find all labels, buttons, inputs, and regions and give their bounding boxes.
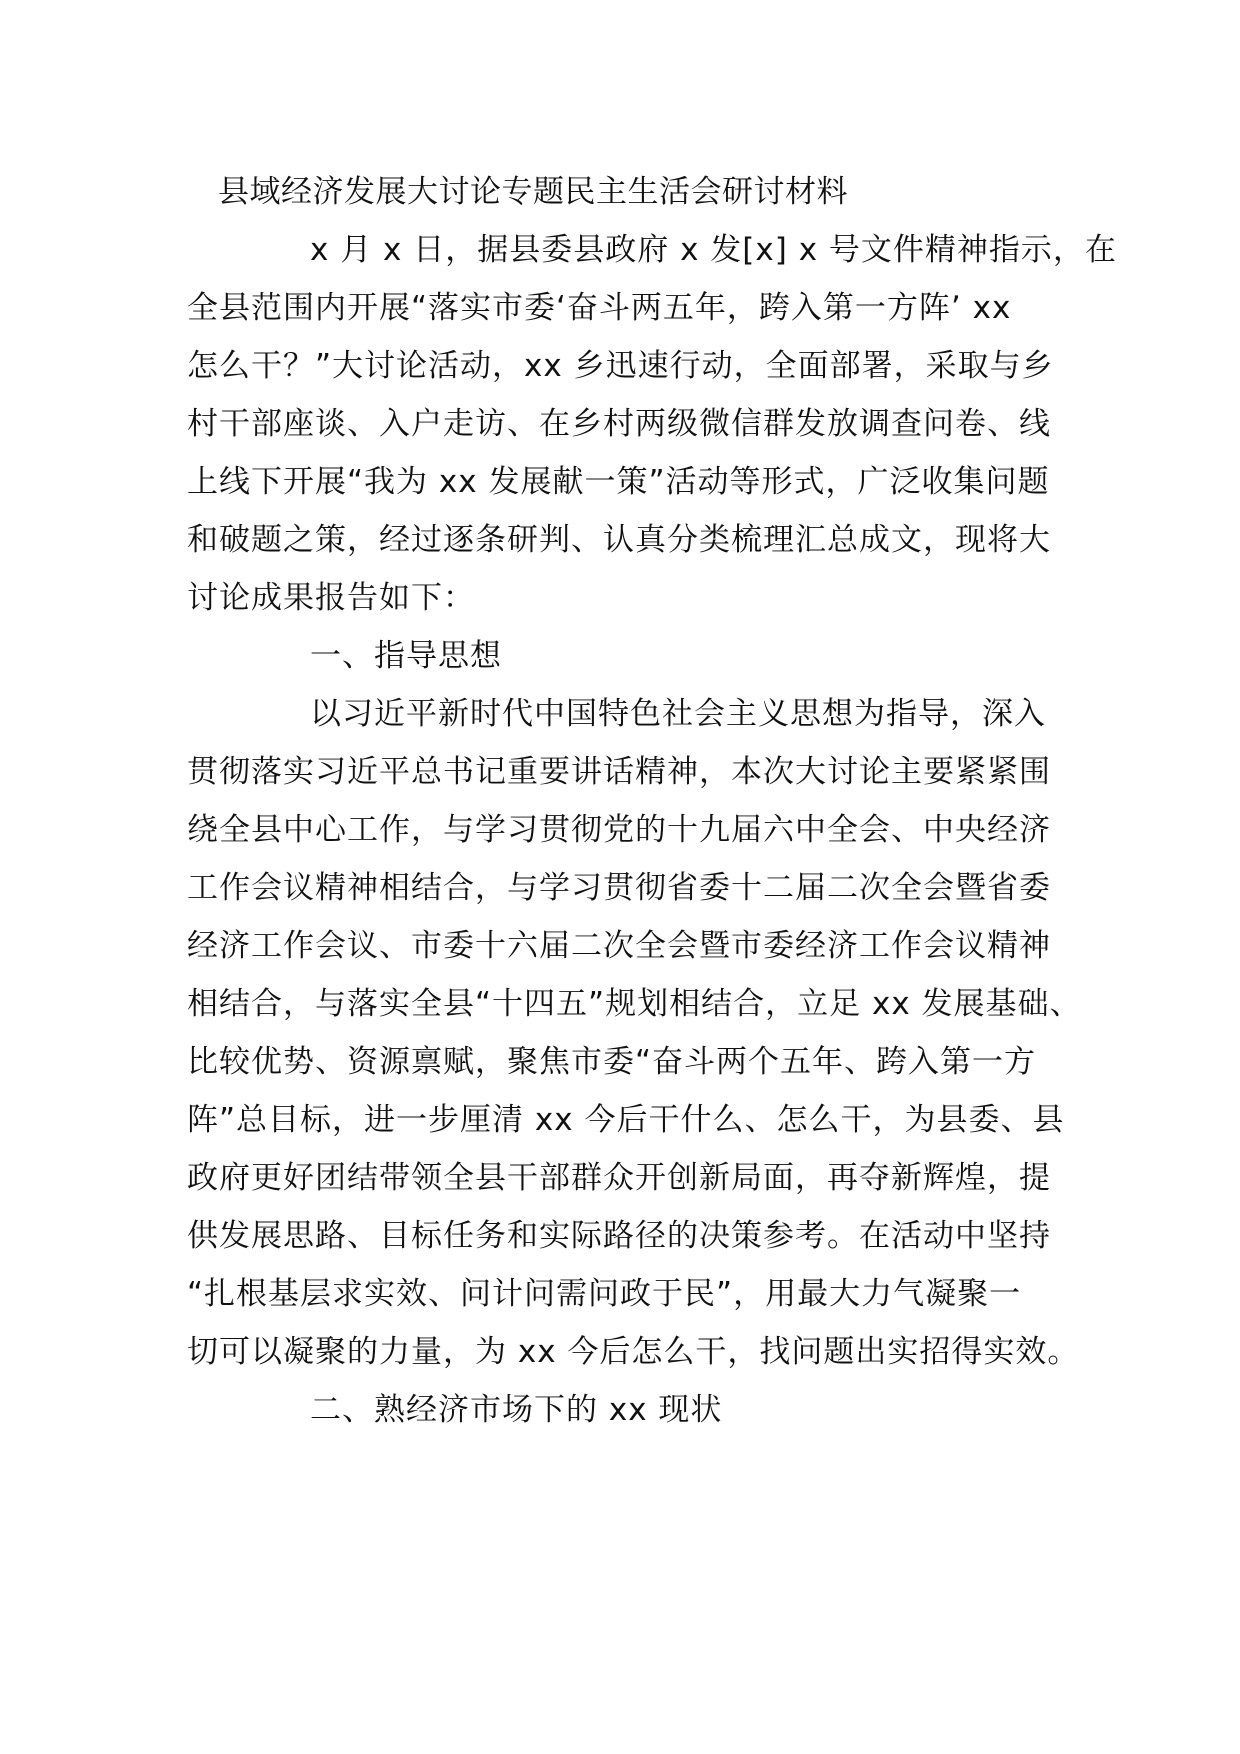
paragraph-line-16: 政府更好团结带领全县干部群众开创新局面，再夺新辉煌，提 xyxy=(187,1160,1051,1196)
paragraph-line-2: 全县范围内开展“落实市委‘奋斗两五年，跨入第一方阵’ xx xyxy=(187,290,1012,326)
paragraph-line-1: x 月 x 日，据县委县政府 x 发[x] x 号文件精神指示，在 xyxy=(310,232,1117,268)
paragraph-line-12: 经济工作会议、市委十六届二次全会暨市委经济工作会议精神 xyxy=(187,928,1051,964)
paragraph-line-14: 比较优势、资源禀赋，聚焦市委“奋斗两个五年、跨入第一方 xyxy=(187,1044,1037,1080)
section-heading-1: 一、指导思想 xyxy=(310,638,502,674)
paragraph-line-11: 工作会议精神相结合，与学习贯彻省委十二届二次全会暨省委 xyxy=(187,870,1051,906)
paragraph-line-4: 村干部座谈、入户走访、在乡村两级微信群发放调查问卷、线 xyxy=(187,406,1051,442)
paragraph-line-6: 和破题之策，经过逐条研判、认真分类梳理汇总成文，现将大 xyxy=(187,522,1051,558)
paragraph-line-13: 相结合，与落实全县“十四五”规划相结合，立足 xx 发展基础、 xyxy=(187,986,1082,1022)
paragraph-line-10: 绕全县中心工作，与学习贯彻党的十九届六中全会、中央经济 xyxy=(187,812,1051,848)
paragraph-line-8: 以习近平新时代中国特色社会主义思想为指导，深入 xyxy=(310,696,1046,732)
paragraph-line-17: 供发展思路、目标任务和实际路径的决策参考。在活动中坚持 xyxy=(187,1218,1051,1254)
paragraph-line-7: 讨论成果报告如下： xyxy=(187,580,475,616)
document-title: 县域经济发展大讨论专题民主生活会研讨材料 xyxy=(218,174,848,210)
paragraph-line-15: 阵”总目标，进一步厘清 xx 今后干什么、怎么干，为县委、县 xyxy=(187,1102,1065,1138)
section-heading-2: 二、熟经济市场下的 xx 现状 xyxy=(310,1392,723,1428)
paragraph-line-5: 上线下开展“我为 xx 发展献一策”活动等形式，广泛收集问题 xyxy=(187,464,1050,500)
paragraph-line-9: 贯彻落实习近平总书记重要讲话精神，本次大讨论主要紧紧围 xyxy=(187,754,1051,790)
paragraph-line-19: 切可以凝聚的力量，为 xx 今后怎么干，找问题出实招得实效。 xyxy=(187,1334,1080,1370)
paragraph-line-3: 怎么干？”大讨论活动，xx 乡迅速行动，全面部署，采取与乡 xyxy=(187,348,1054,384)
paragraph-line-18: “扎根基层求实效、问计问需问政于民”，用最大力气凝聚一 xyxy=(187,1276,1022,1312)
